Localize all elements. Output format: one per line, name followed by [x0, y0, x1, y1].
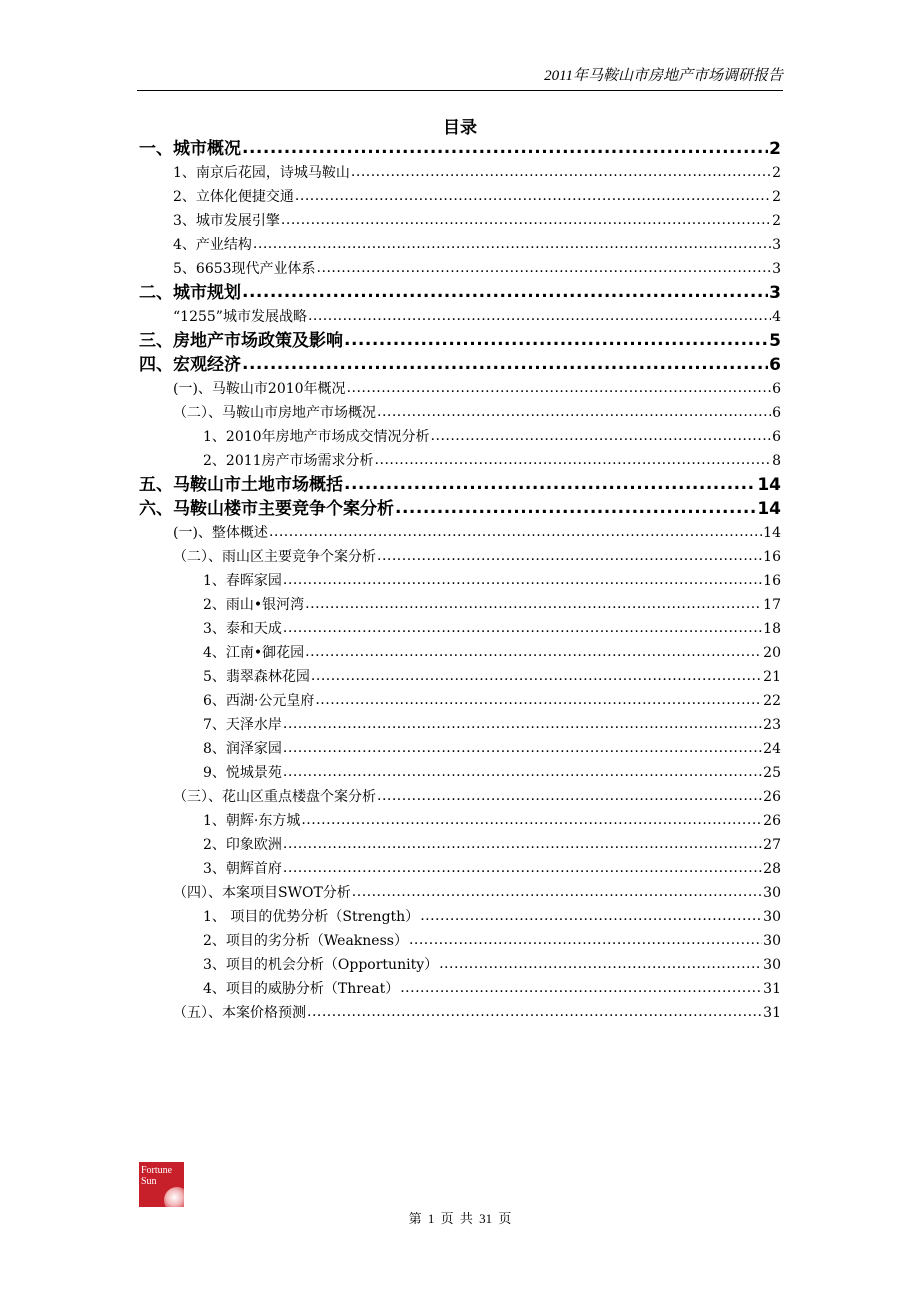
header-rule: [137, 90, 783, 91]
toc-dot-leader: [315, 688, 762, 712]
toc-entry[interactable]: [139, 977, 781, 1001]
toc-entry[interactable]: [139, 761, 781, 785]
toc-entry-title: 二、城市规划: [139, 283, 241, 303]
toc-entry-title: （四）、本案项目SWOT分析: [173, 885, 351, 901]
toc-dot-leader: [344, 472, 756, 496]
toc-dot-leader: [301, 808, 762, 832]
toc-entry-page: 21: [763, 669, 781, 685]
toc-entry-title: 1、 项目的优势分析（Strength）: [203, 909, 420, 925]
toc-dot-leader: [305, 640, 762, 664]
toc-dot-leader: [242, 136, 768, 160]
toc-entry-title: 7、天泽水岸: [203, 717, 282, 733]
toc-entry-title: 六、马鞍山楼市主要竞争个案分析: [139, 499, 394, 519]
toc-entry[interactable]: [139, 545, 781, 569]
toc-dot-leader: [377, 400, 771, 424]
toc-entry-title: 1、朝辉·东方城: [203, 813, 301, 829]
toc-entry[interactable]: [139, 881, 781, 905]
toc-entry-title: (一)、整体概述: [173, 525, 268, 541]
toc-entry[interactable]: [139, 713, 781, 737]
toc-dot-leader: [351, 160, 771, 184]
toc-dot-leader: [439, 952, 762, 976]
toc-dot-leader: [283, 760, 762, 784]
toc-entry-page: 30: [763, 909, 781, 925]
toc-dot-leader: [347, 376, 772, 400]
toc-dot-leader: [269, 520, 762, 544]
toc-dot-leader: [395, 496, 756, 520]
logo-line2: Sun: [141, 1176, 157, 1187]
toc-dot-leader: [253, 232, 771, 256]
toc-entry-title: 三、房地产市场政策及影响: [139, 331, 343, 351]
toc-dot-leader: [377, 784, 762, 808]
toc-entry-title: （三）、花山区重点楼盘个案分析: [173, 789, 376, 805]
fortune-sun-logo: [139, 1162, 184, 1207]
toc-entry[interactable]: [139, 209, 781, 233]
sun-icon: [164, 1187, 184, 1207]
toc-dot-leader: [431, 424, 772, 448]
toc-entry-page: 30: [763, 885, 781, 901]
toc-entry[interactable]: [139, 929, 781, 953]
toc-entry[interactable]: [139, 569, 781, 593]
toc-entry-page: 20: [763, 645, 781, 661]
toc-dot-leader: [308, 304, 771, 328]
toc-entry-page: 26: [763, 813, 781, 829]
toc-entry-page: 30: [763, 933, 781, 949]
toc-entry[interactable]: [139, 857, 781, 881]
toc-entry-title: 6、西湖·公元皇府: [203, 693, 315, 709]
toc-entry-page: 14: [763, 525, 781, 541]
toc-entry-page: 8: [772, 453, 781, 469]
toc-entry-page: 18: [763, 621, 781, 637]
toc-entry[interactable]: [139, 233, 781, 257]
toc-entry-page: 6: [772, 381, 781, 397]
toc-entry-title: 四、宏观经济: [139, 355, 241, 375]
toc-entry-title: 3、朝辉首府: [203, 861, 282, 877]
toc-entry-page: 28: [763, 861, 781, 877]
toc-entry-title: 1、春晖家园: [203, 573, 282, 589]
toc-entry[interactable]: [139, 161, 781, 185]
toc-entry-title: 一、城市概况: [139, 139, 241, 159]
toc-entry-title: 9、悦城景苑: [203, 765, 282, 781]
toc-entry-title: 2、2011房产市场需求分析: [203, 453, 374, 469]
toc-dot-leader: [375, 448, 772, 472]
toc-entry-page: 16: [763, 573, 781, 589]
table-of-contents: [139, 137, 781, 1025]
toc-entry[interactable]: [139, 641, 781, 665]
toc-entry-page: 3: [772, 237, 781, 253]
toc-entry-title: 2、印象欧洲: [203, 837, 282, 853]
toc-entry-title: 5、翡翠森林花园: [203, 669, 310, 685]
toc-entry-title: 2、立体化便捷交通: [173, 189, 294, 205]
toc-entry[interactable]: [139, 953, 781, 977]
toc-dot-leader: [317, 256, 772, 280]
toc-entry[interactable]: [139, 497, 781, 521]
toc-entry-page: 2: [772, 165, 781, 181]
toc-entry-page: 16: [763, 549, 781, 565]
toc-entry[interactable]: [139, 905, 781, 929]
toc-dot-leader: [283, 616, 762, 640]
toc-entry-page: 31: [763, 1005, 781, 1021]
toc-entry-title: （二）、马鞍山市房地产市场概况: [173, 405, 376, 421]
toc-entry-title: 2、项目的劣分析（Weakness）: [203, 933, 408, 949]
toc-entry[interactable]: [139, 521, 781, 545]
toc-entry[interactable]: [139, 473, 781, 497]
toc-entry[interactable]: [139, 185, 781, 209]
toc-entry[interactable]: [139, 401, 781, 425]
toc-entry-title: 3、城市发展引擎: [173, 213, 280, 229]
toc-entry-page: 23: [763, 717, 781, 733]
toc-entry-title: 8、润泽家园: [203, 741, 282, 757]
toc-entry-title: 4、项目的威胁分析（Threat）: [203, 981, 400, 997]
toc-entry[interactable]: [139, 281, 781, 305]
toc-entry[interactable]: [139, 665, 781, 689]
toc-entry[interactable]: [139, 737, 781, 761]
toc-dot-leader: [307, 1000, 762, 1024]
toc-entry-page: 14: [757, 499, 781, 519]
toc-entry-page: 6: [772, 429, 781, 445]
toc-entry[interactable]: [139, 257, 781, 281]
toc-entry-title: 4、产业结构: [173, 237, 252, 253]
toc-dot-leader: [400, 976, 762, 1000]
toc-entry[interactable]: [139, 305, 781, 329]
header-title: 2011年马鞍山市房地产市场调研报告: [544, 68, 783, 84]
toc-dot-leader: [283, 856, 762, 880]
toc-entry[interactable]: [139, 689, 781, 713]
toc-entry-page: 27: [763, 837, 781, 853]
toc-entry-page: 6: [769, 355, 781, 375]
toc-dot-leader: [283, 568, 762, 592]
toc-entry[interactable]: [139, 809, 781, 833]
toc-entry-title: 2、雨山•银河湾: [203, 597, 305, 613]
toc-entry-title: 3、泰和天成: [203, 621, 282, 637]
page-footer: 第 1 页 共 31 页: [408, 1211, 512, 1226]
toc-entry-title: （二）、雨山区主要竞争个案分析: [173, 549, 376, 565]
toc-entry-page: 6: [772, 405, 781, 421]
toc-entry-page: 2: [772, 189, 781, 205]
toc-entry-page: 3: [772, 261, 781, 277]
toc-entry-page: 31: [763, 981, 781, 997]
toc-dot-leader: [242, 280, 768, 304]
toc-dot-leader: [281, 208, 771, 232]
toc-entry-page: 17: [763, 597, 781, 613]
toc-entry-title: 3、项目的机会分析（Opportunity）: [203, 957, 439, 973]
toc-dot-leader: [283, 712, 762, 736]
toc-entry[interactable]: [139, 833, 781, 857]
toc-entry-title: (一)、马鞍山市2010年概况: [173, 381, 346, 397]
toc-entry-title: 1、2010年房地产市场成交情况分析: [203, 429, 430, 445]
toc-entry[interactable]: [139, 377, 781, 401]
toc-dot-leader: [311, 664, 762, 688]
toc-entry-title: 4、江南•御花园: [203, 645, 305, 661]
toc-dot-leader: [344, 328, 768, 352]
logo-line1: Fortune: [141, 1165, 173, 1176]
toc-entry-page: 26: [763, 789, 781, 805]
toc-entry-title: “1255”城市发展战略: [173, 309, 307, 325]
toc-entry[interactable]: [139, 425, 781, 449]
toc-dot-leader: [242, 352, 768, 376]
toc-entry[interactable]: [139, 137, 781, 161]
toc-entry-page: 5: [769, 331, 781, 351]
toc-entry-page: 14: [757, 475, 781, 495]
toc-entry-page: 30: [763, 957, 781, 973]
toc-dot-leader: [409, 928, 762, 952]
toc-entry[interactable]: [139, 329, 781, 353]
toc-dot-leader: [283, 736, 762, 760]
toc-entry-page: 24: [763, 741, 781, 757]
toc-entry[interactable]: [139, 353, 781, 377]
toc-dot-leader: [283, 832, 762, 856]
toc-dot-leader: [305, 592, 762, 616]
toc-entry-page: 25: [763, 765, 781, 781]
toc-entry[interactable]: [139, 449, 781, 473]
toc-entry[interactable]: [139, 593, 781, 617]
toc-dot-leader: [377, 544, 762, 568]
toc-dot-leader: [352, 880, 762, 904]
toc-dot-leader: [420, 904, 762, 928]
toc-entry-page: 3: [769, 283, 781, 303]
toc-entry-title: 5、6653现代产业体系: [173, 261, 316, 277]
toc-dot-leader: [295, 184, 771, 208]
toc-entry-title: （五）、本案价格预测: [173, 1005, 306, 1021]
toc-entry[interactable]: [139, 617, 781, 641]
toc-entry-page: 4: [772, 309, 781, 325]
toc-entry-title: 1、南京后花园，诗城马鞍山: [173, 165, 350, 181]
toc-entry[interactable]: [139, 785, 781, 809]
toc-entry-title: 五、马鞍山市土地市场概括: [139, 475, 343, 495]
toc-entry-page: 22: [763, 693, 781, 709]
toc-entry-page: 2: [769, 139, 781, 159]
toc-entry[interactable]: [139, 1001, 781, 1025]
toc-entry-page: 2: [772, 213, 781, 229]
toc-title: 目录: [443, 118, 477, 138]
